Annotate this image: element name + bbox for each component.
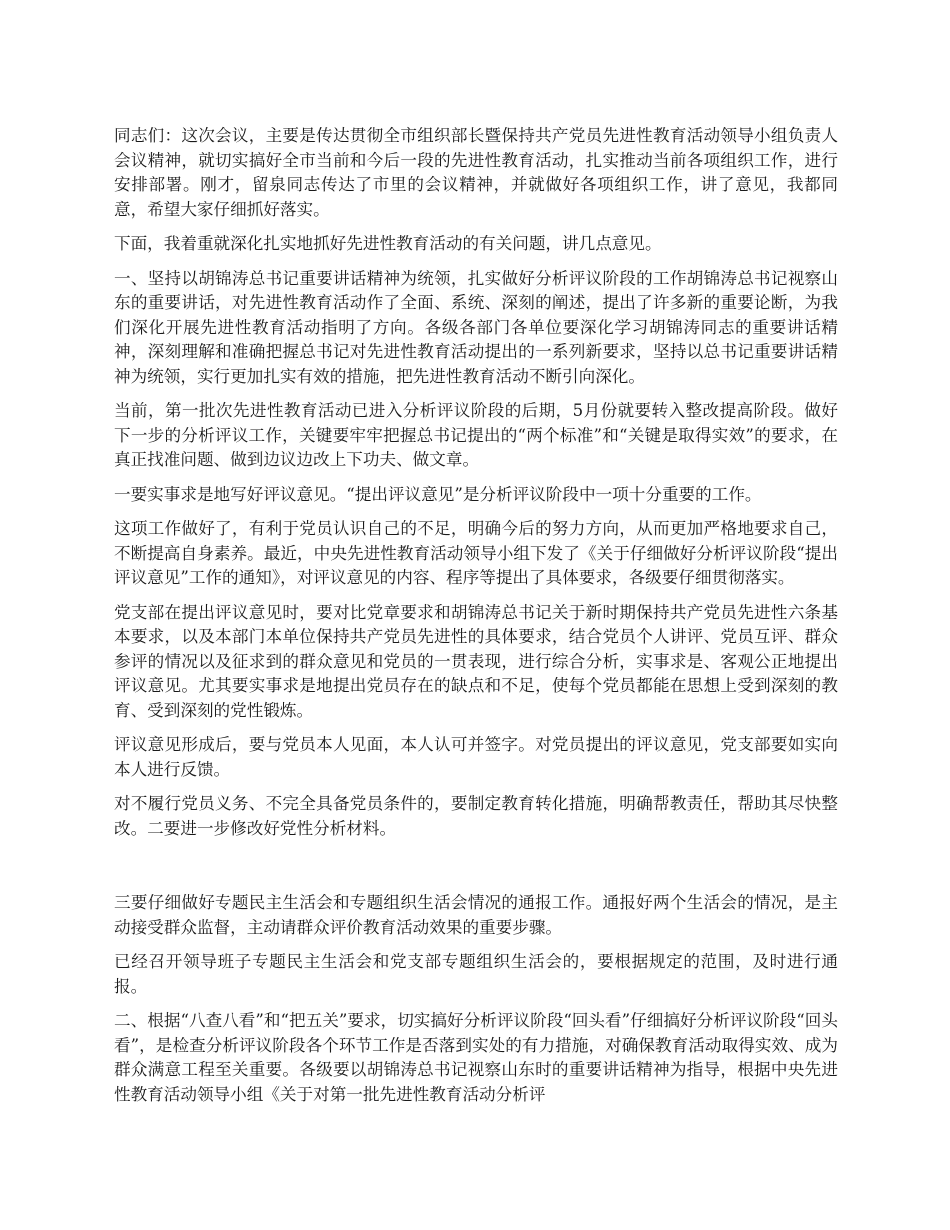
paragraph-current-stage: 当前，第一批次先进性教育活动已进入分析评议阶段的后期，5月份就要转入整改提高阶段。做好下一步的分析评议工作，关键要牢牢把握总书记提出的“两个标准”和“关键是取得实效”的要求，在真正找准问题、做到边议边改上下功夫、做文章。 (114, 401, 838, 469)
paragraph-opening: 同志们：这次会议，主要是传达贯彻全市组织部长暨保持共产党员先进性教育活动领导小组负责人会议精神，就切实搞好全市当前和今后一段的先进性教育活动，扎实推动当前各项组织工作，进行安排部署。刚才，留泉同志传达了市里的会议精神，并就做好各项组织工作，讲了意见，我都同意，希望大家仔细抓好落实。 (114, 126, 838, 219)
section-gap (114, 851, 838, 891)
paragraph-section-two: 二、根据“八查八看”和“把五关”要求，切实搞好分析评议阶段“回头看”仔细搞好分析评议阶段“回头看”，是检查分析评议阶段各个环节工作是否落到实处的有力措施，对确保教育活动取得实效、成为群众满意工程至关重要。各级要以胡锦涛总书记视察山东时的重要讲话精神为指导，根据中央先进性教育活动领导小组《关于对第一批先进性教育活动分析评 (114, 1011, 838, 1104)
paragraph-importance: 这项工作做好了，有利于党员认识自己的不足，明确今后的努力方向，从而更加严格地要求自己，不断提高自身素养。最近，中央先进性教育活动领导小组下发了《关于仔细做好分析评议阶段“提出评议意见”工作的通知》，对评议意见的内容、程序等提出了具体要求，各级要仔细贯彻落实。 (114, 519, 838, 587)
paragraph-point-one: 一要实事求是地写好评议意见。“提出评议意见”是分析评议阶段中一项十分重要的工作。 (114, 484, 762, 504)
document-body (114, 124, 838, 1117)
paragraph-feedback: 评议意见形成后，要与党员本人见面，本人认可并签字。对党员提出的评议意见，党支部要如实向本人进行反馈。 (114, 735, 838, 779)
paragraph-point-three: 三要仔细做好专题民主生活会和专题组织生活会情况的通报工作。通报好两个生活会的情况，是主动接受群众监督，主动请群众评价教育活动效果的重要步骤。 (114, 893, 838, 937)
paragraph-notification: 已经召开领导班子专题民主生活会和党支部专题组织生活会的，要根据规定的范围，及时进行通报。 (114, 952, 838, 996)
paragraph-section-one: 一、坚持以胡锦涛总书记重要讲话精神为统领，扎实做好分析评议阶段的工作胡锦涛总书记视察山东的重要讲话，对先进性教育活动作了全面、系统、深刻的阐述，提出了许多新的重要论断，为我们深化开展先进性教育活动指明了方向。各级各部门各单位要深化学习胡锦涛同志的重要讲话精神，深刻理解和准确把握总书记对先进性教育活动提出的一系列新要求，坚持以总书记重要讲话精神为统领，实行更加扎实有效的措施，把先进性教育活动不断引向深化。 (114, 268, 838, 386)
paragraph-intro: 下面，我着重就深化扎实地抓好先进性教育活动的有关问题，讲几点意见。 (114, 234, 662, 253)
paragraph-point-two: 对不履行党员义务、不完全具备党员条件的，要制定教育转化措施，明确帮教责任，帮助其尽快整改。二要进一步修改好党性分析材料。 (114, 794, 838, 838)
paragraph-branch-evaluation: 党支部在提出评议意见时，要对比党章要求和胡锦涛总书记关于新时期保持共产党员先进性六条基本要求，以及本部门本单位保持共产党员先进性的具体要求，结合党员个人讲评、党员互评、群众参评的情况以及征求到的群众意见和党员的一贯表现，进行综合分析，实事求是、客观公正地提出评议意见。尤其要实事求是地提出党员存在的缺点和不足，使每个党员都能在思想上受到深刻的教育、受到深刻的党性锻炼。 (114, 602, 838, 720)
